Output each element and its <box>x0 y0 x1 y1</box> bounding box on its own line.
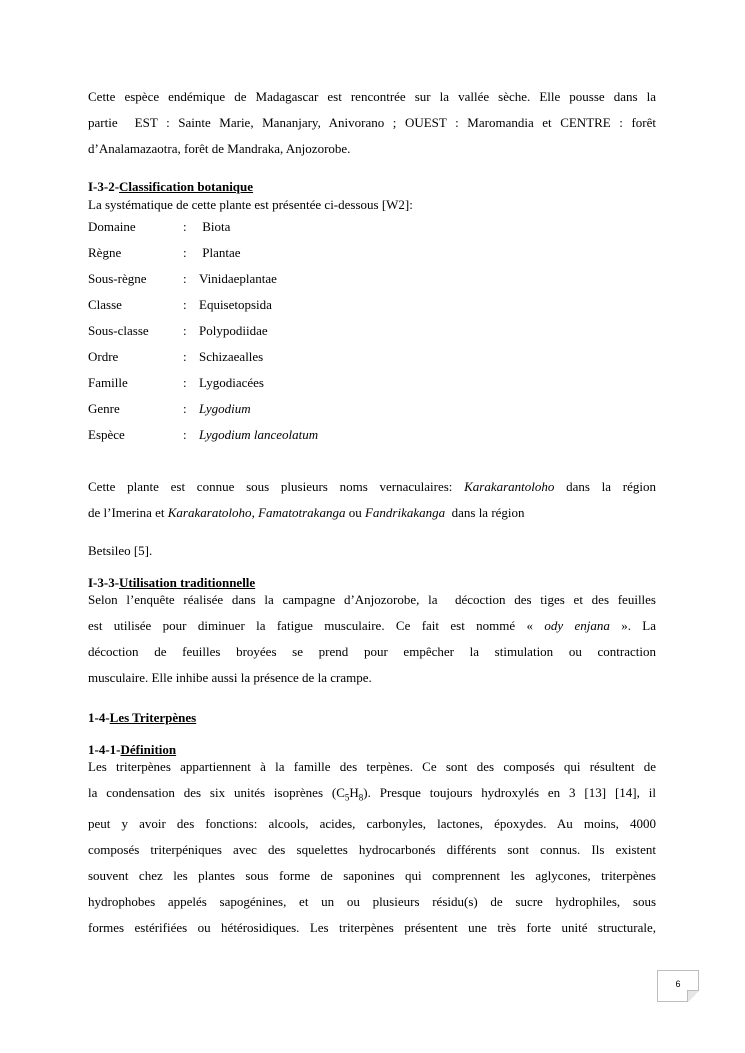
classification-table <box>88 214 656 448</box>
definition-line-6: hydrophobes appelés sapogénines, et un ou plusieurs résidu(s) de sucre hydrophiles, sous <box>88 893 656 909</box>
definition-line-1: Les triterpènes appartiennent à la famille des terpènes. Ce sont des composés qui résultent de <box>88 759 656 774</box>
classification-rank: Règne <box>88 245 122 260</box>
classification-heading-title: Classification botanique <box>119 179 254 194</box>
vernacular-line-1 <box>88 474 656 500</box>
classification-value: Schizaealles <box>199 349 264 364</box>
classification-rank: Espèce <box>88 427 125 442</box>
classification-row <box>88 292 656 318</box>
utilisation-heading-title: Utilisation traditionnelle <box>119 575 256 590</box>
classification-row <box>88 240 656 266</box>
page-curl-icon <box>687 990 699 1002</box>
utilisation-paragraph <box>88 587 656 691</box>
definition-heading-title: Définition <box>120 742 177 757</box>
intro-paragraph <box>88 84 656 162</box>
utilisation-heading-prefix: I-3-3- <box>88 575 120 590</box>
classification-row <box>88 214 656 240</box>
definition-line-5: souvent chez les plantes sous forme de saponines qui comprennent les aglycones, triterpènes <box>88 867 656 883</box>
classification-value: Polypodiidae <box>199 323 268 338</box>
utilisation-line-2 <box>88 613 656 639</box>
classification-row <box>88 396 656 422</box>
utilisation-text-2b: ». La <box>609 618 656 633</box>
classification-row <box>88 422 656 448</box>
utilisation-line-4: musculaire. Elle inhibe aussi la présence de la crampe. <box>88 670 372 685</box>
classification-rank: Domaine <box>88 219 136 234</box>
definition-text-2c: ). Presque toujours hydroxylés en 3 [13] [14], il <box>363 785 656 800</box>
classification-row <box>88 344 656 370</box>
document-page <box>88 84 656 941</box>
classification-colon: : <box>183 297 187 312</box>
classification-row <box>88 318 656 344</box>
page-number-box <box>657 970 699 1002</box>
vernacular-text-2: dans la région <box>554 479 657 494</box>
vernacular-name-3: Famatotrakanga <box>258 505 346 520</box>
definition-heading-prefix: 1-4-1- <box>88 742 121 757</box>
classification-rank: Famille <box>88 375 128 390</box>
definition-text-2b: H <box>349 785 359 800</box>
vernacular-name-4: Fandrikakanga <box>364 505 446 520</box>
vernacular-paragraph <box>88 474 656 564</box>
intro-line-1: Cette espèce endémique de Madagascar est rencontrée sur la vallée sèche. Elle pousse dans la <box>88 89 656 104</box>
vernacular-name-1: Karakarantoloho <box>464 479 555 494</box>
classification-row <box>88 370 656 396</box>
definition-line-7: formes estérifiées ou hétérosidiques. Les triterpènes présentent une très forte unité structurale, <box>88 919 656 935</box>
classification-value: Lygodium lanceolatum <box>199 427 319 442</box>
classification-value: Vinidaeplantae <box>199 271 277 286</box>
intro-line-3: d’Analamazaotra, forêt de Mandraka, Anjozorobe. <box>88 141 351 156</box>
classification-value: Plantae <box>199 245 241 260</box>
vernacular-text-5: ou <box>345 505 365 520</box>
vernacular-line-2 <box>88 500 656 526</box>
definition-text-2a: la condensation des six unités isoprènes (C <box>88 785 345 800</box>
classification-rank: Classe <box>88 297 122 312</box>
vernacular-name-2: Karakaratoloho <box>167 505 252 520</box>
classification-colon: : <box>183 219 187 234</box>
triterpenes-heading-title: Les Triterpènes <box>109 710 197 725</box>
vernacular-line-3: Betsileo [5]. <box>88 543 153 558</box>
vernacular-text-6: dans la région <box>445 505 525 520</box>
definition-paragraph <box>88 754 656 941</box>
utilisation-text-2a: est utilisée pour diminuer la fatigue musculaire. Ce fait est nommé « <box>88 618 545 633</box>
classification-value: Lygodium <box>199 401 251 416</box>
definition-line-2 <box>88 780 656 811</box>
classification-heading <box>88 178 656 196</box>
classification-rank: Ordre <box>88 349 119 364</box>
vernacular-text-1: Cette plante est connue sous plusieurs noms vernaculaires: <box>88 479 465 494</box>
triterpenes-heading <box>88 709 656 727</box>
classification-colon: : <box>183 271 187 286</box>
classification-row <box>88 266 656 292</box>
classification-colon: : <box>183 323 187 338</box>
definition-subscript-2: 8 <box>358 792 364 803</box>
classification-colon: : <box>183 349 187 364</box>
triterpenes-heading-prefix: 1-4- <box>88 710 110 725</box>
vernacular-text-3: de l’Imerina et <box>88 505 168 520</box>
classification-value: Equisetopsida <box>199 297 272 312</box>
page-number: 6 <box>675 979 681 989</box>
utilisation-line-1: Selon l’enquête réalisée dans la campagne d’Anjozorobe, la décoction des tiges et des feuilles <box>88 592 656 607</box>
classification-colon: : <box>183 375 187 390</box>
classification-rank: Sous-classe <box>88 323 149 338</box>
classification-colon: : <box>183 401 187 416</box>
classification-intro: La systématique de cette plante est présentée ci-dessous [W2]: <box>88 197 413 212</box>
definition-line-3: peut y avoir des fonctions: alcools, acides, carbonyles, lactones, époxydes. Au moins, 4000 <box>88 815 656 831</box>
classification-heading-prefix: I-3-2- <box>88 179 120 194</box>
classification-value: Lygodiacées <box>199 375 264 390</box>
classification-rank: Genre <box>88 401 120 416</box>
utilisation-line-3: décoction de feuilles broyées se prend pour empêcher la stimulation ou contraction <box>88 644 656 659</box>
definition-subscript-1: 5 <box>344 792 350 803</box>
classification-colon: : <box>183 427 187 442</box>
vernacular-text-4: , <box>251 505 259 520</box>
intro-line-2: partie EST : Sainte Marie, Mananjary, Anivorano ; OUEST : Maromandia et CENTRE : forêt <box>88 115 656 130</box>
classification-colon: : <box>183 245 187 260</box>
definition-line-4: composés triterpéniques avec des squelettes hydrocarbonés différents sont connus. Ils existent <box>88 841 656 857</box>
classification-rank: Sous-règne <box>88 271 147 286</box>
utilisation-italic-term: ody enjana <box>544 618 610 633</box>
classification-value: Biota <box>199 219 231 234</box>
